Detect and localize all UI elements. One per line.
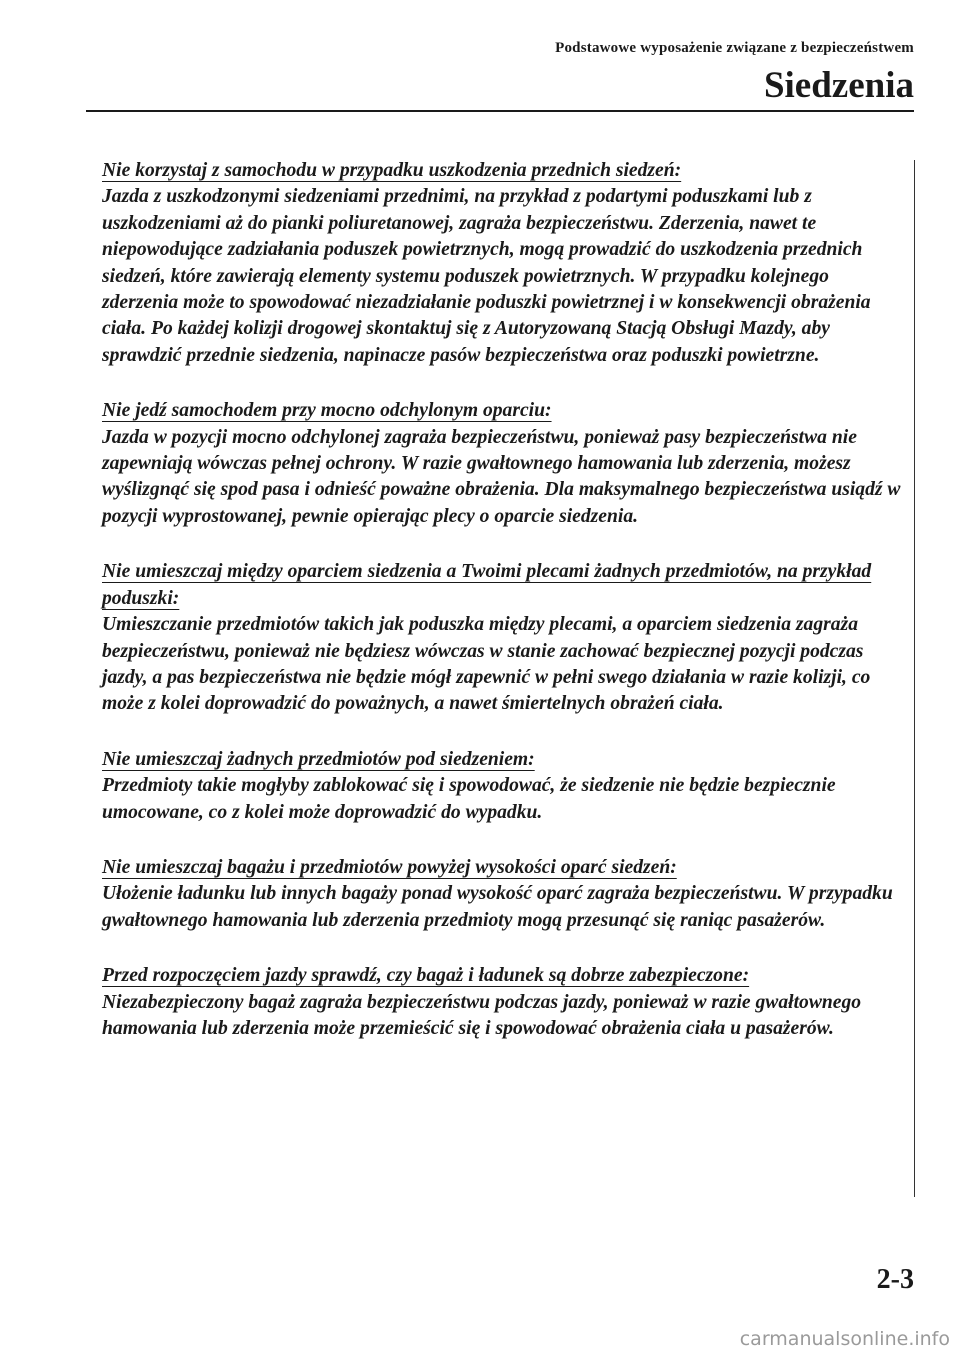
warning-heading: Nie umieszczaj bagażu i przedmiotów powyżej wysokości oparć siedzeń:	[102, 856, 677, 878]
warning-heading: Nie jedź samochodem przy mocno odchylonym oparciu:	[102, 400, 552, 422]
warning-item	[102, 855, 908, 934]
header-divider	[86, 110, 914, 112]
warning-text: Jazda z uszkodzonymi siedzeniami przednimi, na przykład z podartymi poduszkami lub z uszkodzeniami aż do pianki poliuretanowej, zagraża bezpieczeństwu. Zderzenia, nawet te niepowodujące zadziałania poduszek powietrznych, mogą prowadzić do uszkodzenia przednich siedzeń, które zawierają elementy systemu poduszek powietrznych. W przypadku kolejnego zderzenia może to spowodować niezadziałanie poduszki powietrznej i w konsekwencji obrażenia ciała. Po każdej kolizji drogowej skontaktuj się z Autoryzowaną Stacją Obsługi Mazdy, aby sprawdzić przednie siedzenia, napinacze pasów bezpieczeństwa oraz poduszki powietrzne.	[102, 186, 871, 366]
section-subtitle: Podstawowe wyposażenie związane z bezpieczeństwem	[555, 40, 914, 56]
warning-heading: Nie umieszczaj między oparciem siedzenia a Twoimi plecami żadnych przedmiotów, na przykład poduszki:	[102, 561, 872, 609]
warning-text: Umieszczanie przedmiotów takich jak poduszka między plecami, a oparciem siedzenia zagraża bezpieczeństwu, ponieważ nie będziesz wówczas w stanie zachować bezpiecznej pozycji podczas jazdy, a pas bezpieczeństwa nie będzie mógł zapewnić w pełni swego działania w razie kolizji, co może z kolei doprowadzić do poważnych, a nawet śmiertelnych obrażeń ciała.	[102, 614, 871, 715]
warning-item	[102, 559, 908, 717]
watermark-link[interactable]: carmanualsonline.info	[739, 1328, 950, 1350]
warning-heading: Nie korzystaj z samochodu w przypadku uszkodzenia przednich siedzeń:	[102, 160, 682, 181]
warning-item	[102, 398, 908, 530]
warning-text: Ułożenie ładunku lub innych bagaży ponad wysokość oparć zagraża bezpieczeństwu. W przypadku gwałtownego hamowania lub zderzenia przedmioty mogą przesunąć się raniąc pasażerów.	[102, 883, 893, 931]
warning-item	[102, 963, 908, 1042]
warning-item	[102, 158, 908, 369]
page-number: 2-3	[876, 1264, 914, 1295]
warning-item	[102, 747, 908, 826]
warnings-list	[102, 158, 908, 1071]
warning-text: Jazda w pozycji mocno odchylonej zagraża bezpieczeństwu, ponieważ pasy bezpieczeństwa nie zapewniają wówczas pełnej ochrony. W razie gwałtownego hamowania lub zderzenia, możesz wyślizgnąć się spod pasa i odnieść poważne obrażenia. Dla maksymalnego bezpieczeństwa usiądź w pozycji wyprostowanej, pewnie opierając plecy o oparcie siedzenia.	[102, 426, 901, 527]
warning-heading: Przed rozpoczęciem jazdy sprawdź, czy bagaż i ładunek są dobrze zabezpieczone:	[102, 965, 750, 987]
warning-text: Przedmioty takie mogłyby zablokować się i spowodować, że siedzenie nie będzie bezpiecznie umocowane, co z kolei może doprowadzić do wypadku.	[102, 775, 836, 823]
warning-text: Niezabezpieczony bagaż zagraża bezpieczeństwu podczas jazdy, ponieważ w razie gwałtownego hamowania lub zderzenia może przemieścić się i spowodować obrażenia ciała u pasażerów.	[102, 991, 862, 1039]
warning-heading: Nie umieszczaj żadnych przedmiotów pod siedzeniem:	[102, 748, 535, 770]
warning-box-border	[914, 160, 915, 1197]
page-title: Siedzenia	[763, 65, 914, 106]
